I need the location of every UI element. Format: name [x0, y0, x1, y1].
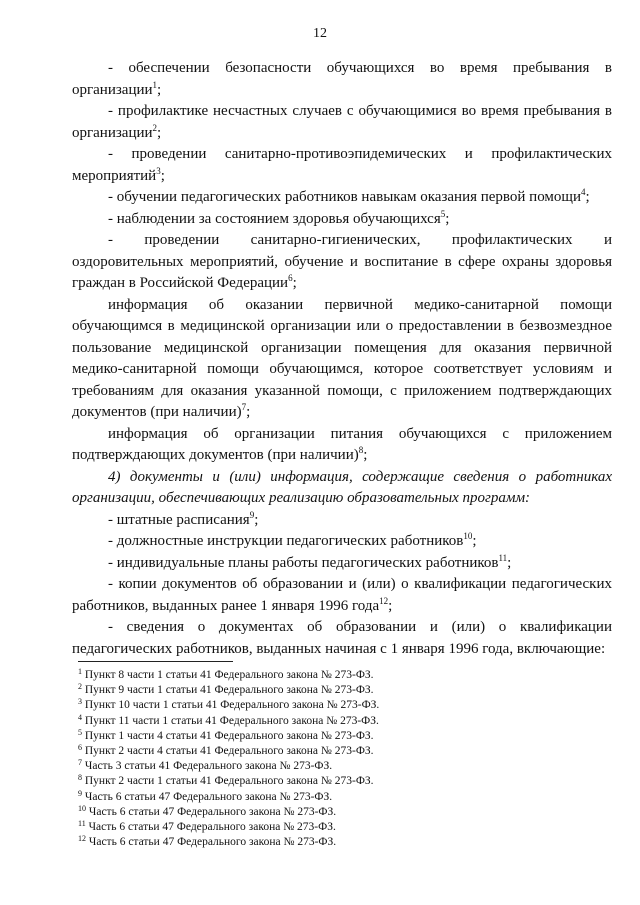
footnote-reference: 1 [152, 79, 158, 90]
footnote [78, 805, 598, 820]
footnote-number: 1 [78, 667, 82, 676]
paragraph-text: - сведения о документах об образовании и (или) о квалификации педагогических работников, выданных начиная с 1 января 1996 года, включающие: [72, 619, 612, 657]
paragraph-text: 4) документы и (или) информация, содержащие сведения о работниках организации, обеспечивающих реализацию образовательных программ: [72, 468, 612, 506]
footnote-number: 12 [78, 834, 86, 844]
footnote-number: 3 [78, 697, 82, 707]
paragraph [72, 531, 612, 553]
footnote [78, 790, 598, 805]
paragraph-text: - наблюдении за состоянием здоровья обучающихся [108, 210, 441, 227]
paragraph [72, 467, 612, 510]
footnote-text: Часть 6 статьи 47 Федерального закона № 273-ФЗ. [88, 836, 337, 849]
paragraph-punctuation: ; [157, 81, 162, 98]
paragraph-text: - штатные расписания [108, 511, 250, 528]
footnote-reference: 8 [358, 445, 364, 455]
footnote-text: Пункт 9 части 1 статьи 41 Федерального закона № 273-ФЗ. [84, 684, 374, 697]
paragraph [72, 424, 612, 467]
footnote-text: Пункт 2 части 4 статьи 41 Федерального закона № 273-ФЗ. [84, 745, 374, 758]
paragraph [72, 553, 612, 575]
paragraph-punctuation: ; [445, 210, 450, 227]
paragraph [72, 101, 612, 144]
paragraph-text: - индивидуальные планы работы педагогических работников [108, 554, 499, 571]
paragraph-punctuation: ; [472, 533, 477, 549]
paragraph [72, 209, 612, 231]
footnote-number: 5 [78, 727, 82, 737]
paragraph [72, 295, 612, 424]
footnote-text: Часть 3 статьи 41 Федерального закона № 273-ФЗ. [84, 760, 333, 773]
paragraph-text: информация об оказании первичной медико-санитарной помощи обучающимся в медицинской организации или о предоставлении в безвозмездное пользование медицинской организации помещения для оказания первичной медико-санитарной помощи обучающимся, которое соответствует условиям и требованиям для оказания указанной помощи, с приложением подтверждающих документов (при наличии) [72, 296, 612, 420]
footnote [78, 759, 598, 774]
paragraph-punctuation: ; [388, 597, 393, 614]
paragraph-text: - копии документов об образовании и (или) о квалификации педагогических работников, выданных ранее 1 января 1996 года [72, 576, 612, 614]
paragraph-punctuation: ; [157, 124, 162, 141]
footnote-separator [78, 661, 233, 662]
footnote [78, 729, 598, 744]
footnote-number: 7 [78, 758, 82, 768]
footnote-reference: 12 [379, 595, 389, 606]
footnote-number: 11 [78, 819, 86, 829]
footnote [78, 668, 598, 683]
paragraph-text: информация об организации питания обучающихся с приложением подтверждающих документов (при наличии) [72, 425, 612, 463]
paragraph [72, 230, 612, 295]
footnote-text: Пункт 2 части 1 статьи 41 Федерального закона № 273-ФЗ. [84, 775, 374, 788]
footnote-reference: 6 [288, 273, 293, 283]
footnote-number: 10 [78, 803, 86, 813]
paragraph [72, 574, 612, 617]
footnote-reference: 7 [241, 402, 247, 412]
footnote-reference: 5 [440, 208, 446, 219]
paragraph-punctuation: ; [292, 275, 297, 291]
footnote-text: Часть 6 статьи 47 Федерального закона № 273-ФЗ. [88, 805, 337, 818]
footnote-reference: 9 [249, 509, 255, 520]
paragraph [72, 617, 612, 660]
paragraph-text: - обучении педагогических работников навыкам оказания первой помощи [108, 189, 581, 205]
paragraph-text: - проведении санитарно-гигиенических, профилактических и оздоровительных мероприятий, обучение и воспитание в сфере охраны здоровья граждан в Российской Федерации [72, 232, 612, 291]
footnote-text: Пункт 10 части 1 статьи 41 Федерального закона № 273-ФЗ. [84, 699, 380, 712]
footnote-text: Пункт 1 части 4 статьи 41 Федерального закона № 273-ФЗ. [84, 729, 374, 742]
footnote-number: 6 [78, 743, 82, 753]
paragraph-punctuation: ; [160, 167, 165, 184]
footnote [78, 820, 598, 835]
paragraph-punctuation: ; [507, 554, 512, 571]
footnote [78, 835, 598, 850]
footnote-text: Пункт 8 части 1 статьи 41 Федерального закона № 273-ФЗ. [84, 669, 374, 681]
footnote [78, 683, 598, 698]
paragraph-text: - обеспечении безопасности обучающихся во время пребывания в организации [72, 60, 612, 98]
footnote [78, 714, 598, 729]
footnote-reference: 2 [152, 122, 158, 133]
paragraph-text: - профилактике несчастных случаев с обучающимися во время пребывания в организации [72, 103, 612, 141]
paragraph-text: - проведении санитарно-противоэпидемических и профилактических мероприятий [72, 146, 612, 184]
paragraph-punctuation: ; [363, 447, 368, 463]
paragraph-text: - должностные инструкции педагогических работников [108, 533, 464, 549]
footnote-text: Часть 6 статьи 47 Федерального закона № 273-ФЗ. [88, 821, 336, 834]
footnote-number: 4 [78, 712, 82, 722]
footnote-text: Пункт 11 части 1 статьи 41 Федерального закона № 273-ФЗ. [84, 714, 379, 727]
paragraph-punctuation: ; [254, 511, 259, 528]
document-body [72, 58, 612, 660]
footnote-number: 9 [78, 788, 82, 798]
footnote [78, 744, 598, 759]
footnote-number: 2 [78, 682, 82, 692]
paragraph [72, 144, 612, 187]
paragraph [72, 58, 612, 101]
footnote [78, 774, 598, 789]
paragraph-punctuation: ; [246, 404, 251, 420]
page-number: 12 [313, 26, 327, 41]
footnote-reference: 4 [581, 187, 586, 197]
footnote-number: 8 [78, 773, 82, 783]
paragraph [72, 187, 612, 209]
paragraph-punctuation: ; [585, 189, 590, 205]
footnote-reference: 10 [463, 531, 473, 541]
footnote [78, 698, 598, 713]
footnote-reference: 3 [156, 165, 161, 176]
footnotes [78, 668, 598, 850]
footnote-reference: 11 [498, 552, 508, 563]
footnote-text: Часть 6 статьи 47 Федерального закона № 273-ФЗ. [84, 790, 333, 803]
paragraph [72, 510, 612, 532]
